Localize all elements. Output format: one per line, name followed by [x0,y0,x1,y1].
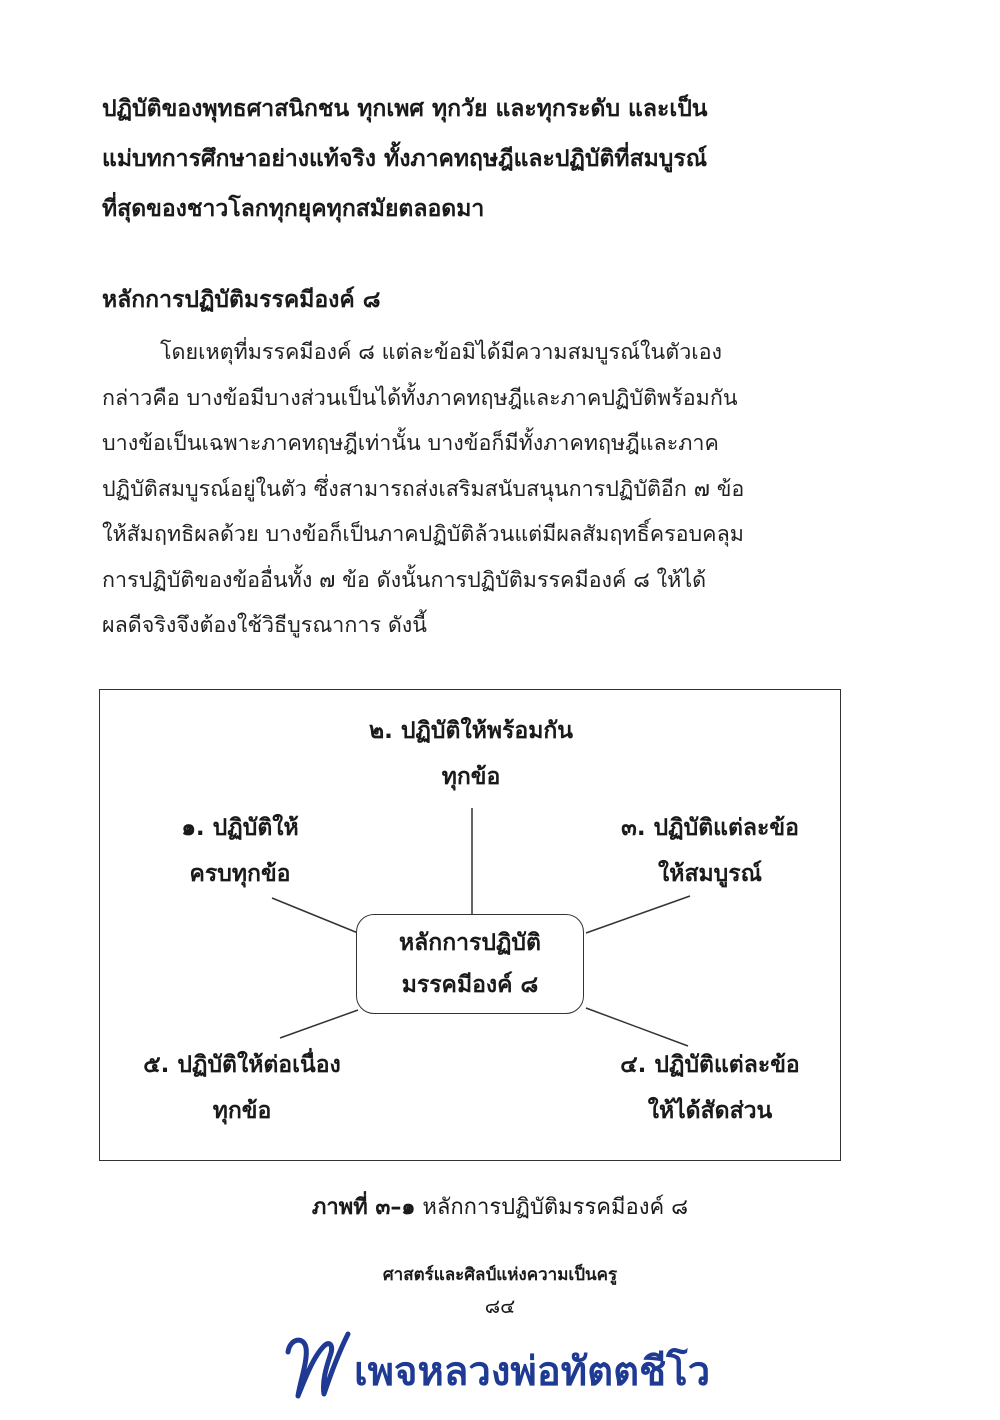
connector-line [586,896,690,933]
body-line: กล่าวคือ บางข้อมีบางส่วนเป็นได้ทั้งภาคทฤษฎีและภาคปฏิบัติพร้อมกัน [102,385,738,411]
brand-name: เพจหลวงพ่อทัตตชีโว [354,1349,711,1395]
node-line: ทุกข้อ [212,1098,272,1124]
node-line: ให้สมบูรณ์ [658,861,762,887]
body-paragraph [102,330,842,649]
node-line: ทุกข้อ [441,764,501,790]
book-title: ศาสตร์และศิลป์แห่งความเป็นครู [382,1265,618,1285]
diagram-node-4 [590,1042,830,1134]
body-line: ผลดีจริงจึงต้องใช้วิธีบูรณาการ ดังนี้ [102,613,427,638]
node-line: ๑. ปฏิบัติให้ [181,815,299,841]
section-heading: หลักการปฏิบัติมรรคมีองค์ ๘ [102,287,381,313]
node-line: ให้ได้สัดส่วน [647,1098,773,1124]
node-line: ๔. ปฏิบัติแต่ละข้อ [620,1052,800,1078]
diagram-node-5 [114,1042,370,1134]
body-line: ปฏิบัติสมบูรณ์อยู่ในตัว ซึ่งสามารถส่งเสริมสนับสนุนการปฏิบัติอีก ๗ ข้อ [102,476,745,502]
center-line: หลักการปฏิบัติ [399,930,541,956]
body-line: บางข้อเป็นเฉพาะภาคทฤษฎีเท่านั้น บางข้อก็มีทั้งภาคทฤษฎีและภาค [102,431,719,456]
figure-label: ภาพที่ ๓–๑ [311,1195,416,1220]
intro-line: ที่สุดของชาวโลกทุกยุคทุกสมัยตลอดมา [102,196,485,222]
node-line: ครบทุกข้อ [189,861,291,887]
intro-line: แม่บทการศึกษาอย่างแท้จริง ทั้งภาคทฤษฎีและปฏิบัติที่สมบูรณ์ [102,146,708,172]
brand-logo [282,1322,710,1402]
body-line: การปฏิบัติของข้ออื่นทั้ง ๗ ข้อ ดังนั้นการปฏิบัติมรรคมีองค์ ๘ ให้ได้ [102,567,707,593]
node-line: ๓. ปฏิบัติแต่ละข้อ [621,815,799,841]
node-line: ๕. ปฏิบัติให้ต่อเนื่อง [143,1052,341,1078]
intro-paragraph [102,84,842,234]
diagram-node-1 [150,805,330,897]
brand-mark-icon [282,1326,352,1402]
body-line: ให้สัมฤทธิผลด้วย บางข้อก็เป็นภาคปฏิบัติล้วนแต่มีผลสัมฤทธิ์ครอบคลุม [102,522,744,547]
page-number: ๘๔ [484,1294,516,1318]
body-line: โดยเหตุที่มรรคมีองค์ ๘ แต่ละข้อมิได้มีความสมบูรณ์ในตัวเอง [160,340,723,365]
intro-line: ปฏิบัติของพุทธศาสนิกชน ทุกเพศ ทุกวัย และทุกระดับ และเป็น [102,96,708,122]
diagram-center-box [356,914,584,1014]
connector-line [586,1008,688,1046]
diagram-node-2 [336,708,606,800]
center-line: มรรคมีองค์ ๘ [401,972,539,998]
connector-line [280,1010,358,1038]
figure-caption-text: หลักการปฏิบัติมรรคมีองค์ ๘ [415,1195,689,1220]
connector-line [272,898,358,933]
diagram-node-3 [590,805,830,897]
node-line: ๒. ปฏิบัติให้พร้อมกัน [368,718,573,744]
mind-map-diagram [99,689,841,1161]
figure-caption [0,1190,1000,1226]
